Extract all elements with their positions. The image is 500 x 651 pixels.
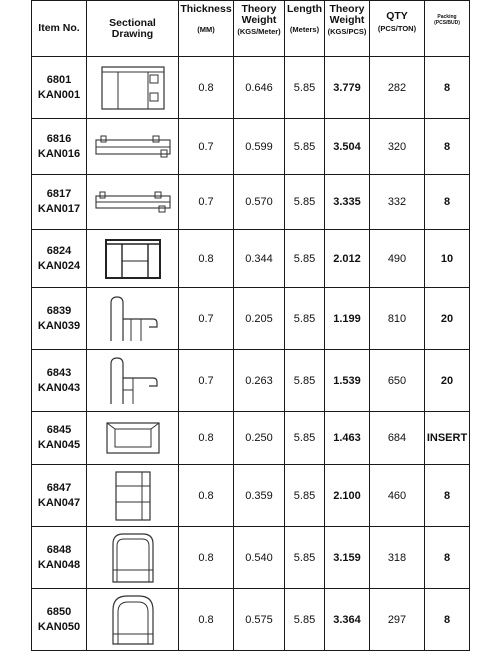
header-thickness: Thickness (MM) <box>179 1 234 57</box>
length-cell: 5.85 <box>285 119 325 175</box>
thickness-cell: 0.8 <box>179 230 234 288</box>
qty-cell: 810 <box>370 288 425 350</box>
packing-cell: 20 <box>425 288 470 350</box>
header-theory-weight-pcs: Theory Weight (KGS/PCS) <box>325 1 370 57</box>
length-cell: 5.85 <box>285 589 325 651</box>
qty-cell: 650 <box>370 350 425 412</box>
table-row <box>32 175 470 230</box>
item-cell: 6817 KAN017 <box>32 175 87 230</box>
sectional-drawing-cell <box>87 589 179 651</box>
profile-table <box>31 0 470 651</box>
thickness-cell: 0.8 <box>179 589 234 651</box>
table-row <box>32 57 470 119</box>
weight-per-meter-cell: 0.344 <box>234 230 285 288</box>
table-row <box>32 412 470 465</box>
packing-cell: 8 <box>425 57 470 119</box>
weight-per-meter-cell: 0.570 <box>234 175 285 230</box>
insert-profile-drawing <box>103 419 163 457</box>
length-cell: 5.85 <box>285 350 325 412</box>
qty-cell: 332 <box>370 175 425 230</box>
weight-per-pcs-cell: 2.100 <box>325 465 370 527</box>
packing-cell: 8 <box>425 119 470 175</box>
qty-cell: 297 <box>370 589 425 651</box>
length-cell: 5.85 <box>285 465 325 527</box>
length-cell: 5.85 <box>285 288 325 350</box>
thickness-cell: 0.8 <box>179 527 234 589</box>
qty-cell: 318 <box>370 527 425 589</box>
table-row <box>32 465 470 527</box>
weight-per-pcs-cell: 1.539 <box>325 350 370 412</box>
thickness-cell: 0.7 <box>179 119 234 175</box>
weight-per-meter-cell: 0.599 <box>234 119 285 175</box>
weight-per-meter-cell: 0.263 <box>234 350 285 412</box>
sectional-drawing-cell <box>87 350 179 412</box>
header-length: Length (Meters) <box>285 1 325 57</box>
length-cell: 5.85 <box>285 57 325 119</box>
table-row <box>32 119 470 175</box>
weight-per-pcs-cell: 3.504 <box>325 119 370 175</box>
sash-profile-drawing <box>93 134 173 160</box>
tall-profile-drawing <box>108 468 158 524</box>
sectional-drawing-cell <box>87 412 179 465</box>
frame-profile-drawing <box>98 63 168 113</box>
packing-cell: INSERT <box>425 412 470 465</box>
length-cell: 5.85 <box>285 230 325 288</box>
qty-cell: 320 <box>370 119 425 175</box>
table-body <box>32 57 470 651</box>
header-drawing: Sectional Drawing <box>87 1 179 57</box>
rounded-profile-drawing <box>105 592 161 648</box>
weight-per-pcs-cell: 2.012 <box>325 230 370 288</box>
item-cell: 6801 KAN001 <box>32 57 87 119</box>
mullion-profile-drawing <box>102 236 164 282</box>
weight-per-pcs-cell: 1.199 <box>325 288 370 350</box>
sash-profile-drawing <box>93 189 173 215</box>
table-row <box>32 589 470 651</box>
sectional-drawing-cell <box>87 57 179 119</box>
thickness-cell: 0.8 <box>179 465 234 527</box>
header-item-no: Item No. <box>32 1 87 57</box>
bead-profile-drawing <box>103 354 163 408</box>
qty-cell: 684 <box>370 412 425 465</box>
weight-per-meter-cell: 0.359 <box>234 465 285 527</box>
sectional-drawing-cell <box>87 465 179 527</box>
packing-cell: 8 <box>425 175 470 230</box>
weight-per-meter-cell: 0.205 <box>234 288 285 350</box>
sectional-drawing-cell <box>87 527 179 589</box>
weight-per-pcs-cell: 3.335 <box>325 175 370 230</box>
qty-cell: 460 <box>370 465 425 527</box>
bead-profile-drawing <box>103 293 163 345</box>
item-cell: 6845 KAN045 <box>32 412 87 465</box>
item-cell: 6843 KAN043 <box>32 350 87 412</box>
header-qty: QTY (PCS/TON) <box>370 1 425 57</box>
thickness-cell: 0.7 <box>179 175 234 230</box>
sectional-drawing-cell <box>87 119 179 175</box>
thickness-cell: 0.7 <box>179 288 234 350</box>
table-row <box>32 288 470 350</box>
weight-per-pcs-cell: 3.159 <box>325 527 370 589</box>
item-cell: 6847 KAN047 <box>32 465 87 527</box>
packing-cell: 10 <box>425 230 470 288</box>
length-cell: 5.85 <box>285 527 325 589</box>
qty-cell: 490 <box>370 230 425 288</box>
packing-cell: 20 <box>425 350 470 412</box>
weight-per-pcs-cell: 1.463 <box>325 412 370 465</box>
item-cell: 6824 KAN024 <box>32 230 87 288</box>
length-cell: 5.85 <box>285 412 325 465</box>
thickness-cell: 0.8 <box>179 57 234 119</box>
header-weight: Theory Weight (KGS/Meter) <box>234 1 285 57</box>
item-cell: 6850 KAN050 <box>32 589 87 651</box>
packing-cell: 8 <box>425 589 470 651</box>
table-row <box>32 230 470 288</box>
table-row <box>32 350 470 412</box>
sectional-drawing-cell <box>87 175 179 230</box>
weight-per-pcs-cell: 3.364 <box>325 589 370 651</box>
rounded-profile-drawing <box>105 530 161 586</box>
thickness-cell: 0.8 <box>179 412 234 465</box>
weight-per-meter-cell: 0.646 <box>234 57 285 119</box>
table-row <box>32 527 470 589</box>
qty-cell: 282 <box>370 57 425 119</box>
table-header <box>32 1 470 57</box>
item-cell: 6816 KAN016 <box>32 119 87 175</box>
weight-per-meter-cell: 0.540 <box>234 527 285 589</box>
header-packing: Packing (PCS/BUD) <box>425 1 470 57</box>
packing-cell: 8 <box>425 527 470 589</box>
weight-per-meter-cell: 0.250 <box>234 412 285 465</box>
weight-per-pcs-cell: 3.779 <box>325 57 370 119</box>
item-cell: 6839 KAN039 <box>32 288 87 350</box>
length-cell: 5.85 <box>285 175 325 230</box>
sectional-drawing-cell <box>87 230 179 288</box>
packing-cell: 8 <box>425 465 470 527</box>
thickness-cell: 0.7 <box>179 350 234 412</box>
item-cell: 6848 KAN048 <box>32 527 87 589</box>
sectional-drawing-cell <box>87 288 179 350</box>
weight-per-meter-cell: 0.575 <box>234 589 285 651</box>
